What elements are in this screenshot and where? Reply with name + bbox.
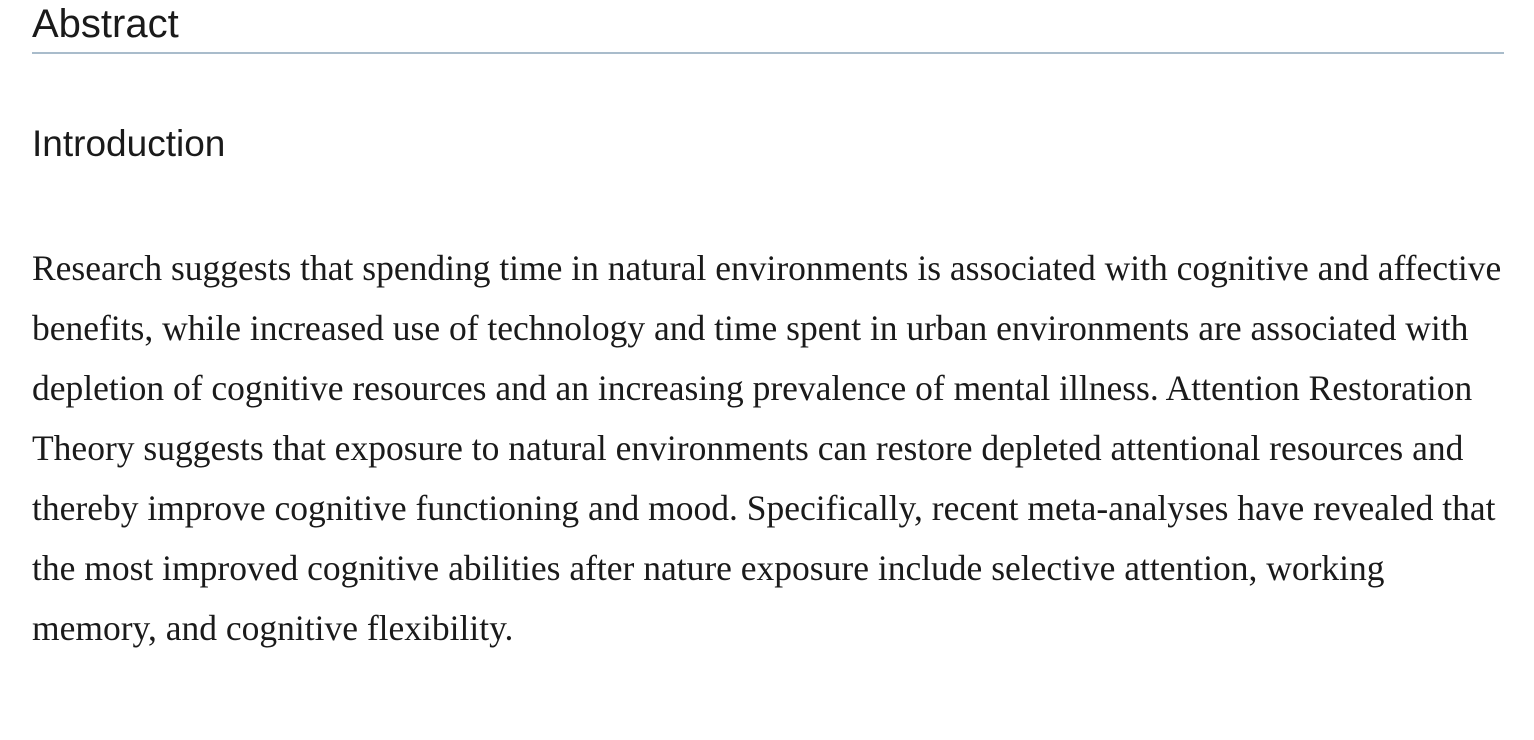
article-content	[32, 0, 1504, 648]
section-divider	[32, 52, 1504, 54]
introduction-paragraph: Research suggests that spending time in natural environments is associated with cognitive and affective benefits, while increased use of technology and time spent in urban environments are associated with depletion of cognitive resources and an increasing prevalence of mental illness. Attention Restoration Theory suggests that exposure to natural environments can restore depleted attentional resources and thereby improve cognitive functioning and mood. Specifically, recent meta-analyses have revealed that the most improved cognitive abilities after nature exposure include selective attention, working memory, and cognitive flexibility.	[32, 248, 1502, 648]
abstract-heading: Abstract	[32, 2, 179, 46]
introduction-heading: Introduction	[32, 123, 226, 164]
